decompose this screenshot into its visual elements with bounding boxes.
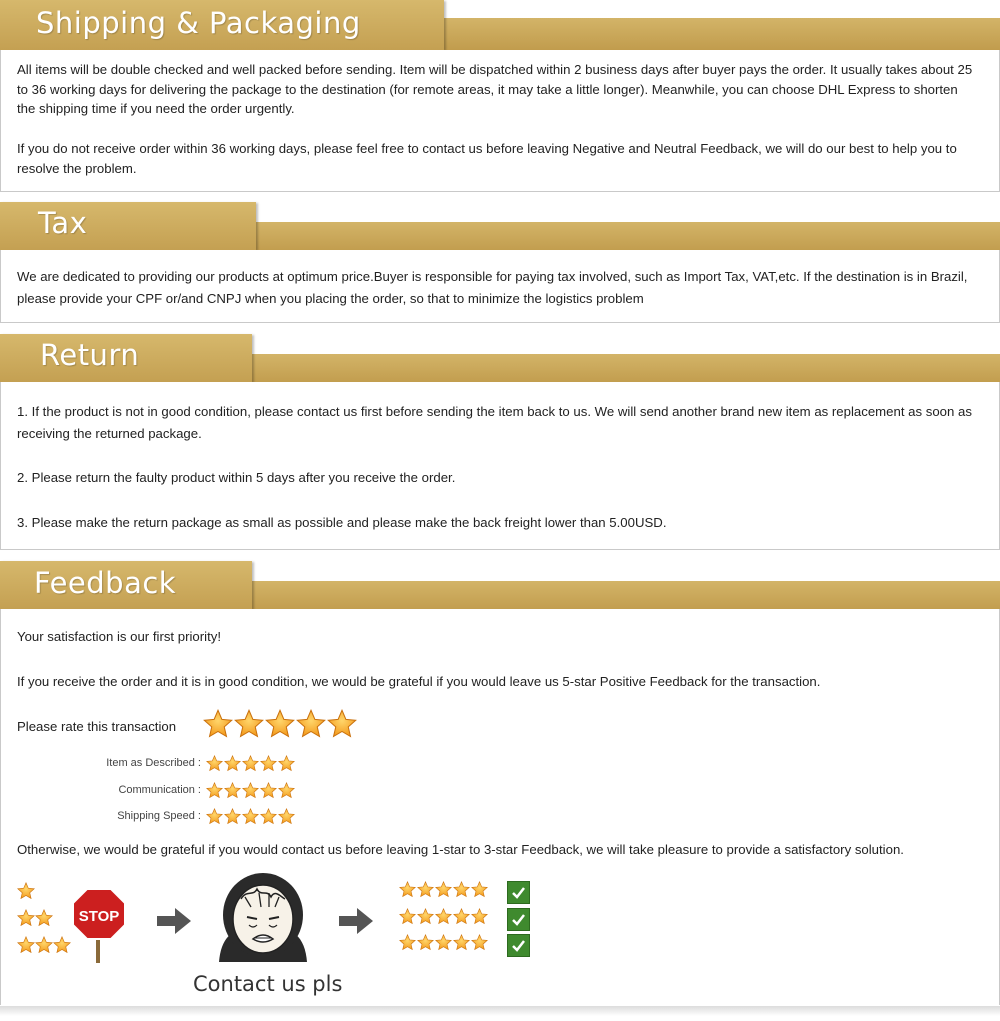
- section-title-return: Return: [40, 338, 140, 372]
- rating-label-communication: Communication :: [118, 784, 201, 796]
- rate-transaction-label: Please rate this transaction: [17, 719, 177, 734]
- five-star-row: [399, 881, 494, 899]
- return-paragraph-1: 1. If the product is not in good condition, please contact us first before sending the item back to us. We will send another brand new item as replacement as soon as receiving the returned package.: [17, 404, 972, 441]
- section-title-tax: Tax: [38, 206, 88, 240]
- star-icon: [435, 934, 452, 951]
- bottom-shadow: [0, 1006, 1000, 1016]
- low-star-row: [17, 882, 35, 900]
- star-icon: [17, 936, 35, 954]
- check-icon: [507, 881, 530, 904]
- star-icon: [206, 755, 223, 772]
- tax-paragraph-1: We are dedicated to providing our products at optimum price.Buyer is responsible for paying tax involved, such as Import Tax, VAT,etc. If the destination is in Brazil, please provide your CPF or/and CNPJ when you placing the order, so that to minimize the logistics problem: [17, 269, 968, 306]
- stop-sign-icon: [71, 887, 127, 965]
- star-icon: [260, 782, 277, 799]
- star-icon: [17, 882, 35, 900]
- star-icon: [265, 709, 295, 739]
- feedback-paragraph-3: Otherwise, we would be grateful if you would contact us before leaving 1-star to 3-star Feedback, we will take pleasure to provide a satisfactory solution.: [17, 842, 904, 857]
- star-icon: [35, 936, 53, 954]
- star-icon: [453, 881, 470, 898]
- shipping-paragraph-2: If you do not receive order within 36 working days, please feel free to contact us before leaving Negative and Neutral Feedback, we will do our best to help you to resolve the problem.: [17, 141, 957, 176]
- star-icon: [206, 782, 223, 799]
- rating-label-shipping-speed: Shipping Speed :: [117, 810, 201, 822]
- star-icon: [417, 908, 434, 925]
- rating-stars-communication[interactable]: [206, 782, 301, 800]
- star-icon: [224, 755, 241, 772]
- section-body-tax: [0, 250, 1000, 323]
- return-paragraph-3: 3. Please make the return package as small as possible and please make the back freight lower than 5.00USD.: [17, 515, 667, 530]
- low-star-group: [17, 882, 77, 954]
- star-icon: [471, 908, 488, 925]
- star-icon: [206, 808, 223, 825]
- five-star-row: [399, 934, 494, 952]
- star-icon: [327, 709, 357, 739]
- star-icon: [260, 808, 277, 825]
- crying-face-illustration: [213, 867, 313, 969]
- low-star-row: [17, 909, 53, 927]
- star-icon: [453, 934, 470, 951]
- rating-stars-large[interactable]: [203, 709, 363, 741]
- shipping-paragraph-1: All items will be double checked and well packed before sending. Item will be dispatched within 2 business days after buyer pays the order. It usually takes about 25 to 36 working days for delivering the package to the destination (for remote areas, it may take a little longer). Meanwhile, you can choose DHL Express to shorten the shipping time if you need the order urgently.: [17, 62, 973, 116]
- check-icon: [507, 908, 530, 931]
- section-body-shipping: [0, 50, 1000, 192]
- star-icon: [471, 881, 488, 898]
- star-icon: [260, 755, 277, 772]
- star-icon: [399, 908, 416, 925]
- star-icon: [234, 709, 264, 739]
- contact-caption: Contact us pls: [193, 972, 343, 996]
- star-icon: [35, 909, 53, 927]
- section-header-feedback: [0, 561, 1000, 611]
- star-icon: [453, 908, 470, 925]
- return-paragraph-2: 2. Please return the faulty product within 5 days after you receive the order.: [17, 470, 456, 485]
- star-icon: [435, 881, 452, 898]
- section-body-return: [0, 382, 1000, 550]
- star-icon: [203, 709, 233, 739]
- section-header-return: [0, 334, 1000, 384]
- five-star-row: [399, 908, 494, 926]
- star-icon: [224, 782, 241, 799]
- low-star-row: [17, 936, 71, 954]
- section-title-feedback: Feedback: [34, 566, 177, 600]
- star-icon: [242, 782, 259, 799]
- feedback-paragraph-1: Your satisfaction is our first priority!: [17, 629, 221, 644]
- section-header-shipping: [0, 0, 1000, 52]
- star-icon: [399, 881, 416, 898]
- star-icon: [399, 934, 416, 951]
- star-icon: [242, 755, 259, 772]
- arrow-right-icon: [157, 908, 191, 934]
- star-icon: [278, 808, 295, 825]
- star-icon: [471, 934, 488, 951]
- rating-stars-shipping-speed[interactable]: [206, 808, 301, 826]
- star-icon: [278, 755, 295, 772]
- star-icon: [417, 881, 434, 898]
- star-icon: [296, 709, 326, 739]
- feedback-paragraph-2: If you receive the order and it is in good condition, we would be grateful if you would leave us 5-star Positive Feedback for the transaction.: [17, 674, 821, 689]
- star-icon: [417, 934, 434, 951]
- check-icon: [507, 934, 530, 957]
- star-icon: [53, 936, 71, 954]
- star-icon: [242, 808, 259, 825]
- rating-label-item-described: Item as Described :: [106, 757, 201, 769]
- section-body-feedback: [0, 609, 1000, 1005]
- star-icon: [278, 782, 295, 799]
- star-icon: [224, 808, 241, 825]
- star-icon: [17, 909, 35, 927]
- section-title-shipping: Shipping & Packaging: [36, 6, 361, 40]
- rating-stars-item-described[interactable]: [206, 755, 301, 773]
- star-icon: [435, 908, 452, 925]
- stop-sign-text: STOP: [78, 908, 120, 925]
- arrow-right-icon: [339, 908, 373, 934]
- section-header-tax: [0, 202, 1000, 252]
